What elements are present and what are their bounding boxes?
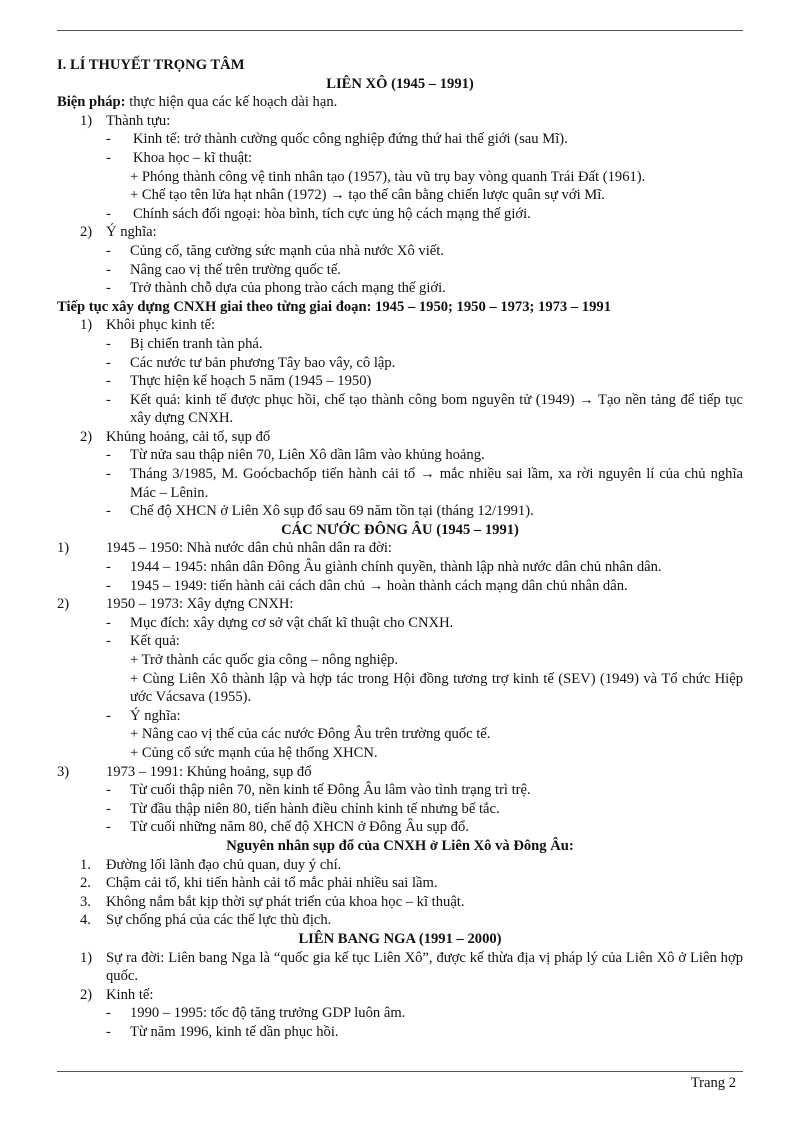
dongau-title: CÁC NƯỚC ĐÔNG ÂU (1945 – 1991) bbox=[281, 521, 519, 538]
bullet-item bbox=[57, 502, 743, 521]
bullet-dash: - bbox=[106, 1023, 111, 1040]
cause-number: 4. bbox=[80, 912, 91, 929]
bullet-item bbox=[57, 130, 743, 149]
continue-heading: Tiếp tục xây dựng CNXH giai theo từng giai đoạn: 1945 – 1950; 1950 – 1973; 1973 – 1991 bbox=[57, 298, 611, 315]
cause-number: 1. bbox=[80, 856, 91, 873]
cause-text: Chậm cải tổ, khi tiến hành cải tổ mắc phải nhiều sai lầm. bbox=[106, 875, 438, 892]
list-number: 1) bbox=[80, 112, 93, 129]
bullet-item bbox=[57, 372, 743, 391]
bullet-text: 1944 – 1945: nhân dân Đông Âu giành chính quyền, thành lập nhà nước dân chủ nhân dân. bbox=[130, 559, 662, 576]
bullet-item bbox=[57, 205, 743, 224]
sub-text: + Cùng Liên Xô thành lập và hợp tác trong Hội đồng tương trợ kinh tế (SEV) (1949) và Tổ chức Hiệp ước Vácsava (1955). bbox=[130, 670, 743, 706]
list-text: Ý nghĩa: bbox=[106, 224, 157, 241]
cause-item bbox=[57, 893, 743, 912]
bullet-text: Trở thành chỗ dựa của phong trào cách mạng thế giới. bbox=[130, 280, 446, 297]
list-text: Sự ra đời: Liên bang Nga là “quốc gia kế tục Liên Xô”, được kế thừa địa vị pháp lý của Liên Xô ở Liên hợp quốc. bbox=[106, 949, 743, 985]
bullet-dash: - bbox=[106, 614, 111, 631]
nga-title: LIÊN BANG NGA (1991 – 2000) bbox=[298, 930, 502, 947]
list-item bbox=[57, 986, 743, 1005]
bullet-dash: - bbox=[106, 503, 111, 520]
bullet-item bbox=[57, 242, 743, 261]
bullet-text: Từ cuối thập niên 70, nền kinh tế Đông Âu lâm vào tình trạng trì trệ. bbox=[130, 782, 531, 799]
bullet-item bbox=[57, 1023, 743, 1042]
list-text: 1973 – 1991: Khủng hoảng, sụp đổ bbox=[106, 763, 312, 780]
list-text: Thành tựu: bbox=[106, 112, 171, 129]
list-number: 2) bbox=[80, 428, 93, 445]
list-number: 2) bbox=[57, 596, 70, 613]
sub-item bbox=[57, 651, 743, 670]
sub-text: + Nâng cao vị thế của các nước Đông Âu trên trường quốc tế. bbox=[130, 726, 491, 743]
bullet-item bbox=[57, 465, 743, 502]
bullet-text: Kết quả: bbox=[130, 633, 180, 650]
bullet-text: Khoa học – kĩ thuật: bbox=[133, 149, 253, 166]
bullet-text: 1945 – 1949: tiến hành cải cách dân chủ → hoàn thành cách mạng dân chủ nhân dân. bbox=[130, 577, 628, 594]
bullet-item bbox=[57, 279, 743, 298]
bullet-dash: - bbox=[106, 242, 111, 259]
bullet-text: Từ cuối những năm 80, chế độ XHCN ở Đông Âu sụp đổ. bbox=[130, 819, 469, 836]
list-number: 2) bbox=[80, 224, 93, 241]
bullet-item bbox=[57, 558, 743, 577]
list-text: 1950 – 1973: Xây dựng CNXH: bbox=[106, 596, 294, 613]
bullet-dash: - bbox=[106, 335, 111, 352]
list-item bbox=[57, 763, 743, 782]
sub-item bbox=[57, 168, 743, 187]
bullet-dash: - bbox=[106, 466, 111, 483]
list-text: Khôi phục kinh tế: bbox=[106, 317, 216, 334]
bullet-item bbox=[57, 1004, 743, 1023]
bullet-dash: - bbox=[106, 354, 111, 371]
bullet-dash: - bbox=[106, 819, 111, 836]
bullet-text: Nâng cao vị thế trên trường quốc tế. bbox=[130, 261, 341, 278]
cause-item bbox=[57, 874, 743, 893]
bullet-item bbox=[57, 261, 743, 280]
measure-label: Biện pháp: bbox=[57, 94, 126, 111]
bullet-text: Củng cố, tăng cường sức mạnh của nhà nước Xô viết. bbox=[130, 242, 444, 259]
bullet-item bbox=[57, 354, 743, 373]
bullet-dash: - bbox=[106, 577, 111, 594]
bullet-dash: - bbox=[106, 559, 111, 576]
list-number: 1) bbox=[80, 949, 93, 966]
cause-item bbox=[57, 911, 743, 930]
bullet-text: Tháng 3/1985, M. Goócbachốp tiến hành cải tổ → mắc nhiều sai lầm, xa rời nguyên lí của chủ nghĩa Mác – Lênin. bbox=[130, 466, 743, 501]
header-rule bbox=[57, 30, 743, 31]
measure-text: thực hiện qua các kế hoạch dài hạn. bbox=[125, 94, 338, 111]
sub-text: + Trở thành các quốc gia công – nông nghiệp. bbox=[130, 652, 399, 668]
bullet-text: Kết quả: kinh tế được phục hồi, chế tạo thành công bom nguyên tử (1949) → Tạo nền tảng để tiếp tục xây dựng CNXH. bbox=[130, 391, 743, 427]
bullet-dash: - bbox=[106, 707, 111, 724]
cause-item bbox=[57, 856, 743, 875]
bullet-dash: - bbox=[106, 633, 111, 650]
bullet-item bbox=[57, 446, 743, 465]
bullet-text: Các nước tư bản phương Tây bao vây, cô lập. bbox=[130, 354, 396, 371]
bullet-item bbox=[57, 707, 743, 726]
bullet-item bbox=[57, 781, 743, 800]
bullet-item bbox=[57, 632, 743, 651]
bullet-item bbox=[57, 335, 743, 354]
sub-item bbox=[57, 186, 743, 205]
list-text: 1945 – 1950: Nhà nước dân chủ nhân dân ra đời: bbox=[106, 540, 392, 557]
bullet-text: Thực hiện kế hoạch 5 năm (1945 – 1950) bbox=[130, 373, 372, 390]
bullet-dash: - bbox=[106, 373, 111, 390]
cause-number: 3. bbox=[80, 893, 91, 910]
bullet-text: Từ năm 1996, kinh tế dần phục hồi. bbox=[130, 1023, 339, 1040]
document-body bbox=[57, 56, 743, 1041]
bullet-dash: - bbox=[106, 800, 111, 817]
list-number: 2) bbox=[80, 986, 93, 1003]
bullet-dash: - bbox=[106, 131, 111, 148]
bullet-dash: - bbox=[106, 447, 111, 464]
bullet-text: Từ nửa sau thập niên 70, Liên Xô dần lâm vào khủng hoảng. bbox=[130, 447, 485, 464]
bullet-dash: - bbox=[106, 391, 111, 408]
list-item bbox=[57, 223, 743, 242]
section-heading: I. LÍ THUYẾT TRỌNG TÂM bbox=[57, 57, 245, 73]
bullet-text: Chế độ XHCN ở Liên Xô sụp đổ sau 69 năm tồn tại (tháng 12/1991). bbox=[130, 503, 534, 520]
sub-item bbox=[57, 670, 743, 707]
bullet-item bbox=[57, 614, 743, 633]
list-number: 1) bbox=[80, 317, 93, 334]
bullet-text: 1990 – 1995: tốc độ tăng trưởng GDP luôn âm. bbox=[130, 1005, 406, 1022]
list-item bbox=[57, 316, 743, 335]
sub-item bbox=[57, 725, 743, 744]
sub-text: + Củng cố sức mạnh của hệ thống XHCN. bbox=[130, 744, 378, 761]
list-item bbox=[57, 949, 743, 986]
bullet-dash: - bbox=[106, 782, 111, 799]
bullet-item bbox=[57, 149, 743, 168]
cause-text: Đường lối lãnh đạo chủ quan, duy ý chí. bbox=[106, 856, 342, 873]
list-text: Kinh tế: bbox=[106, 986, 154, 1003]
list-item bbox=[57, 595, 743, 614]
sub-text: + Chế tạo tên lửa hạt nhân (1972) → tạo thế cân bằng chiến lược quân sự với Mĩ. bbox=[130, 187, 605, 204]
bullet-dash: - bbox=[106, 280, 111, 297]
bullet-item bbox=[57, 800, 743, 819]
bullet-text: Bị chiến tranh tàn phá. bbox=[130, 335, 263, 352]
cause-text: Sự chống phá của các thế lực thù địch. bbox=[106, 912, 332, 929]
bullet-dash: - bbox=[106, 149, 111, 166]
bullet-dash: - bbox=[106, 1005, 111, 1022]
causes-title: Nguyên nhân sụp đổ của CNXH ở Liên Xô và Đông Âu: bbox=[226, 837, 574, 854]
bullet-dash: - bbox=[106, 261, 111, 278]
bullet-text: Ý nghĩa: bbox=[130, 707, 181, 724]
footer-rule bbox=[57, 1071, 743, 1072]
bullet-text: Chính sách đối ngoại: hòa bình, tích cực ủng hộ cách mạng thế giới. bbox=[133, 205, 531, 222]
bullet-text: Kinh tế: trở thành cường quốc công nghiệp đứng thứ hai thế giới (sau Mĩ). bbox=[133, 131, 568, 148]
cause-number: 2. bbox=[80, 875, 91, 892]
bullet-item bbox=[57, 391, 743, 428]
lienxo-measure bbox=[57, 93, 743, 112]
list-number: 1) bbox=[57, 540, 70, 557]
page-number: Trang 2 bbox=[690, 1075, 736, 1091]
sub-item bbox=[57, 744, 743, 763]
list-number: 3) bbox=[57, 763, 70, 780]
list-item bbox=[57, 539, 743, 558]
lienxo-title: LIÊN XÔ (1945 – 1991) bbox=[326, 75, 474, 92]
bullet-item bbox=[57, 577, 743, 596]
list-text: Khủng hoảng, cải tổ, sụp đổ bbox=[106, 428, 271, 445]
list-item bbox=[57, 112, 743, 131]
sub-text: + Phóng thành công vệ tinh nhân tạo (1957), tàu vũ trụ bay vòng quanh Trái Đất (1961). bbox=[130, 168, 646, 185]
bullet-text: Từ đầu thập niên 80, tiến hành điều chỉnh kinh tế nhưng bế tắc. bbox=[130, 800, 500, 817]
bullet-dash: - bbox=[106, 205, 111, 222]
bullet-text: Mục đích: xây dựng cơ sở vật chất kĩ thuật cho CNXH. bbox=[130, 614, 454, 631]
list-item bbox=[57, 428, 743, 447]
cause-text: Không nắm bắt kịp thời sự phát triển của khoa học – kĩ thuật. bbox=[106, 893, 465, 910]
bullet-item bbox=[57, 818, 743, 837]
